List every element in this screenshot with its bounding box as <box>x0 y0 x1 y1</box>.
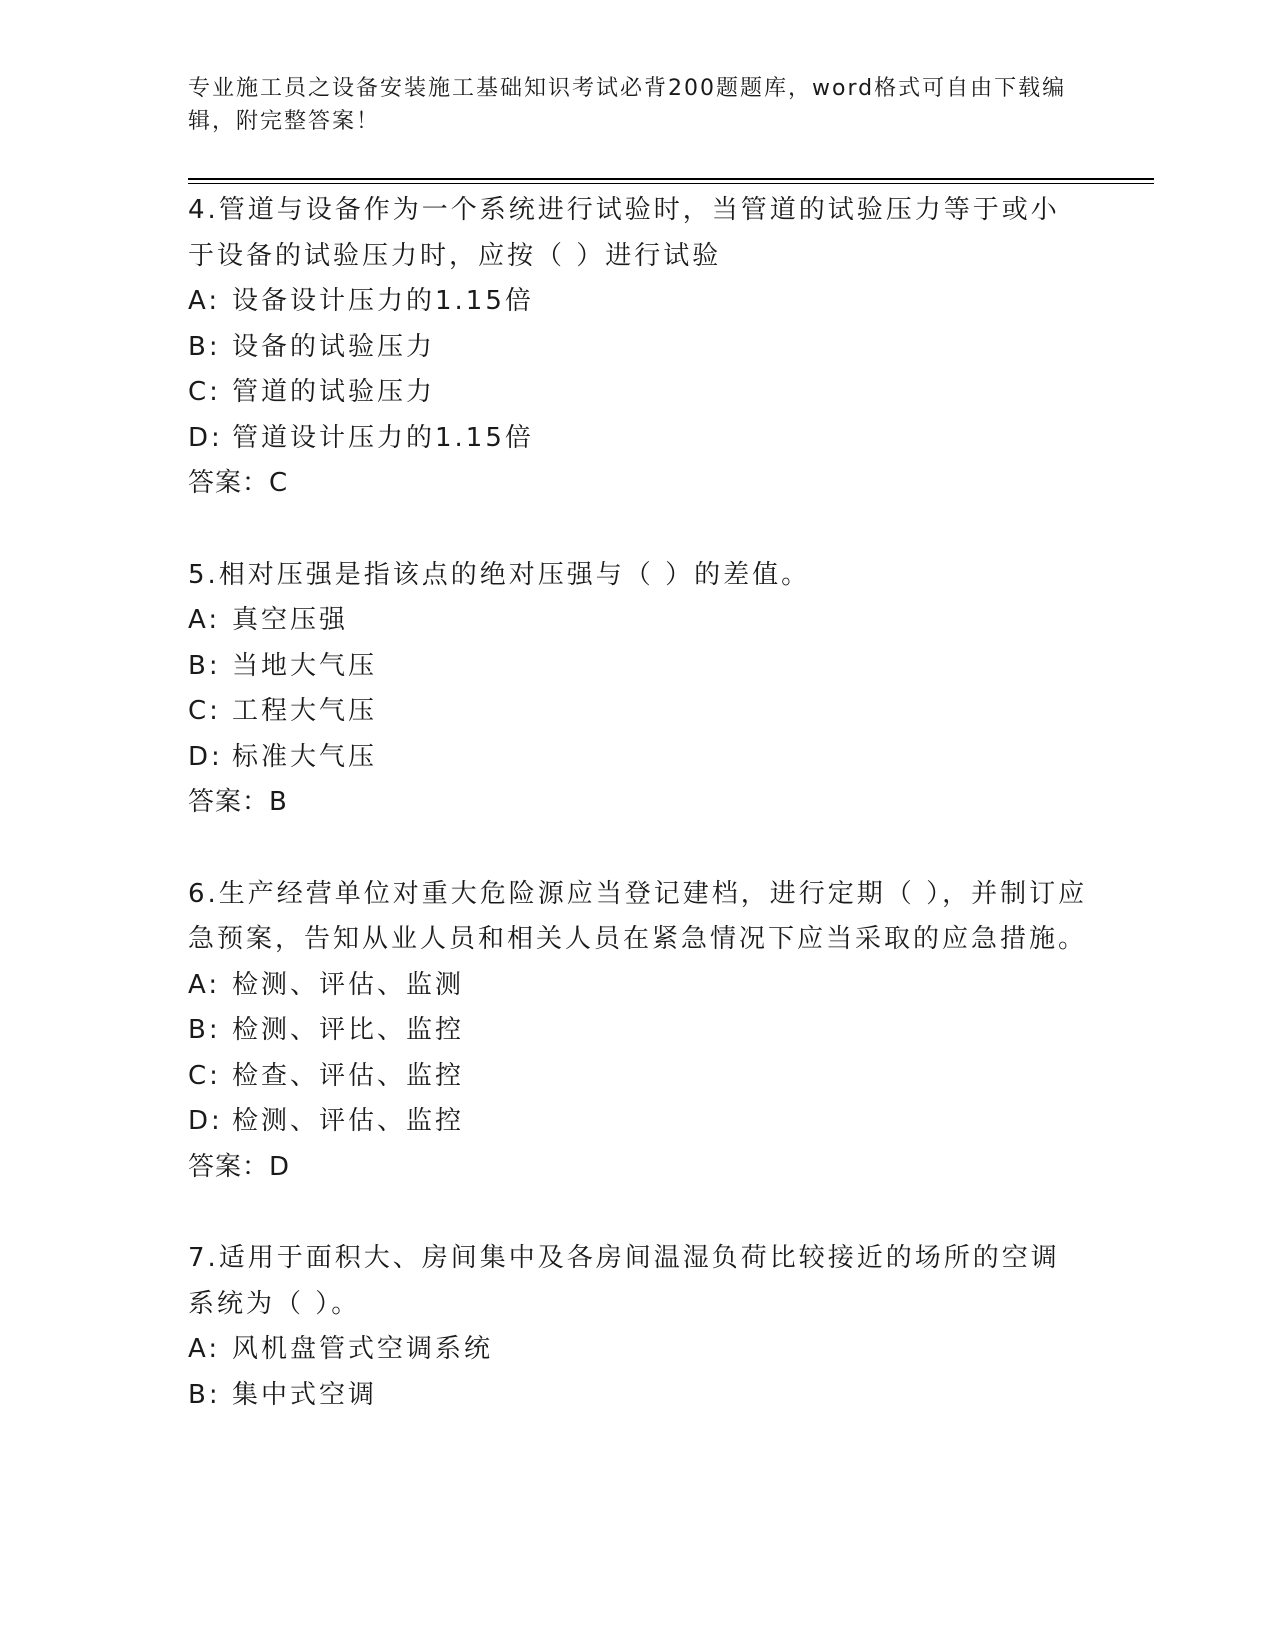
option-a <box>188 1327 1088 1373</box>
option-text: 检查、评估、监控 <box>232 1060 465 1091</box>
option-key: D: <box>188 422 223 453</box>
option-key: D: <box>188 1106 223 1136</box>
header-divider-thick <box>188 178 1154 180</box>
option-key: C: <box>188 377 221 407</box>
option-key: A: <box>188 605 221 635</box>
option-d <box>188 1099 1088 1145</box>
option-d <box>188 416 1088 462</box>
option-b <box>188 644 1088 690</box>
option-key: A: <box>188 969 221 1000</box>
option-key: A: <box>188 286 221 316</box>
option-text: 集中式空调 <box>232 1379 378 1410</box>
option-text: 设备的试验压力 <box>232 331 436 362</box>
option-text: 当地大气压 <box>232 650 378 681</box>
option-c <box>188 370 1088 416</box>
option-key: B: <box>188 650 221 681</box>
answer-text: 答案：D <box>188 1151 291 1182</box>
option-c <box>188 689 1088 735</box>
question-stem: 7.适用于面积大、房间集中及各房间温湿负荷比较接近的场所的空调系统为（ ）。 <box>188 1243 1060 1319</box>
option-b <box>188 1008 1088 1054</box>
option-text: 工程大气压 <box>232 696 378 726</box>
option-a <box>188 598 1088 644</box>
option-key: B: <box>188 1379 221 1410</box>
question-4 <box>188 188 1088 507</box>
option-text: 检测、评估、监控 <box>232 1106 465 1136</box>
question-7 <box>188 1236 1088 1418</box>
answer-text: 答案：C <box>188 468 289 498</box>
option-text: 检测、评估、监测 <box>232 969 465 1000</box>
header-divider-thin <box>188 183 1154 184</box>
answer-text: 答案：B <box>188 787 288 817</box>
option-key: C: <box>188 696 221 726</box>
option-key: B: <box>188 331 221 362</box>
option-text: 管道设计压力的1.15倍 <box>232 422 534 453</box>
question-6 <box>188 872 1088 1191</box>
option-key: D: <box>188 741 223 772</box>
question-stem: 5.相对压强是指该点的绝对压强与（ ）的差值。 <box>188 559 811 590</box>
option-text: 真空压强 <box>232 605 349 635</box>
option-key: A: <box>188 1334 221 1364</box>
document-header-title: 专业施工员之设备安装施工基础知识考试必背200题题库，word格式可自由下载编辑，附完整答案！ <box>188 76 1067 134</box>
question-stem: 4.管道与设备作为一个系统进行试验时，当管道的试验压力等于或小于设备的试验压力时，应按（ ）进行试验 <box>188 195 1060 271</box>
option-key: B: <box>188 1015 221 1045</box>
question-list <box>188 188 1088 1464</box>
option-c <box>188 1054 1088 1100</box>
option-key: C: <box>188 1060 221 1091</box>
option-b <box>188 325 1088 371</box>
option-a <box>188 963 1088 1009</box>
question-stem: 6.生产经营单位对重大危险源应当登记建档，进行定期（ ），并制订应急预案，告知从业人员和相关人员在紧急情况下应当采取的应急措施。 <box>188 878 1088 954</box>
option-d <box>188 735 1088 781</box>
option-a <box>188 279 1088 325</box>
option-b <box>188 1373 1088 1419</box>
option-text: 检测、评比、监控 <box>232 1015 465 1045</box>
option-text: 标准大气压 <box>232 741 378 772</box>
option-text: 管道的试验压力 <box>232 377 436 407</box>
option-text: 风机盘管式空调系统 <box>232 1334 494 1364</box>
option-text: 设备设计压力的1.15倍 <box>232 286 534 316</box>
question-5 <box>188 553 1088 826</box>
